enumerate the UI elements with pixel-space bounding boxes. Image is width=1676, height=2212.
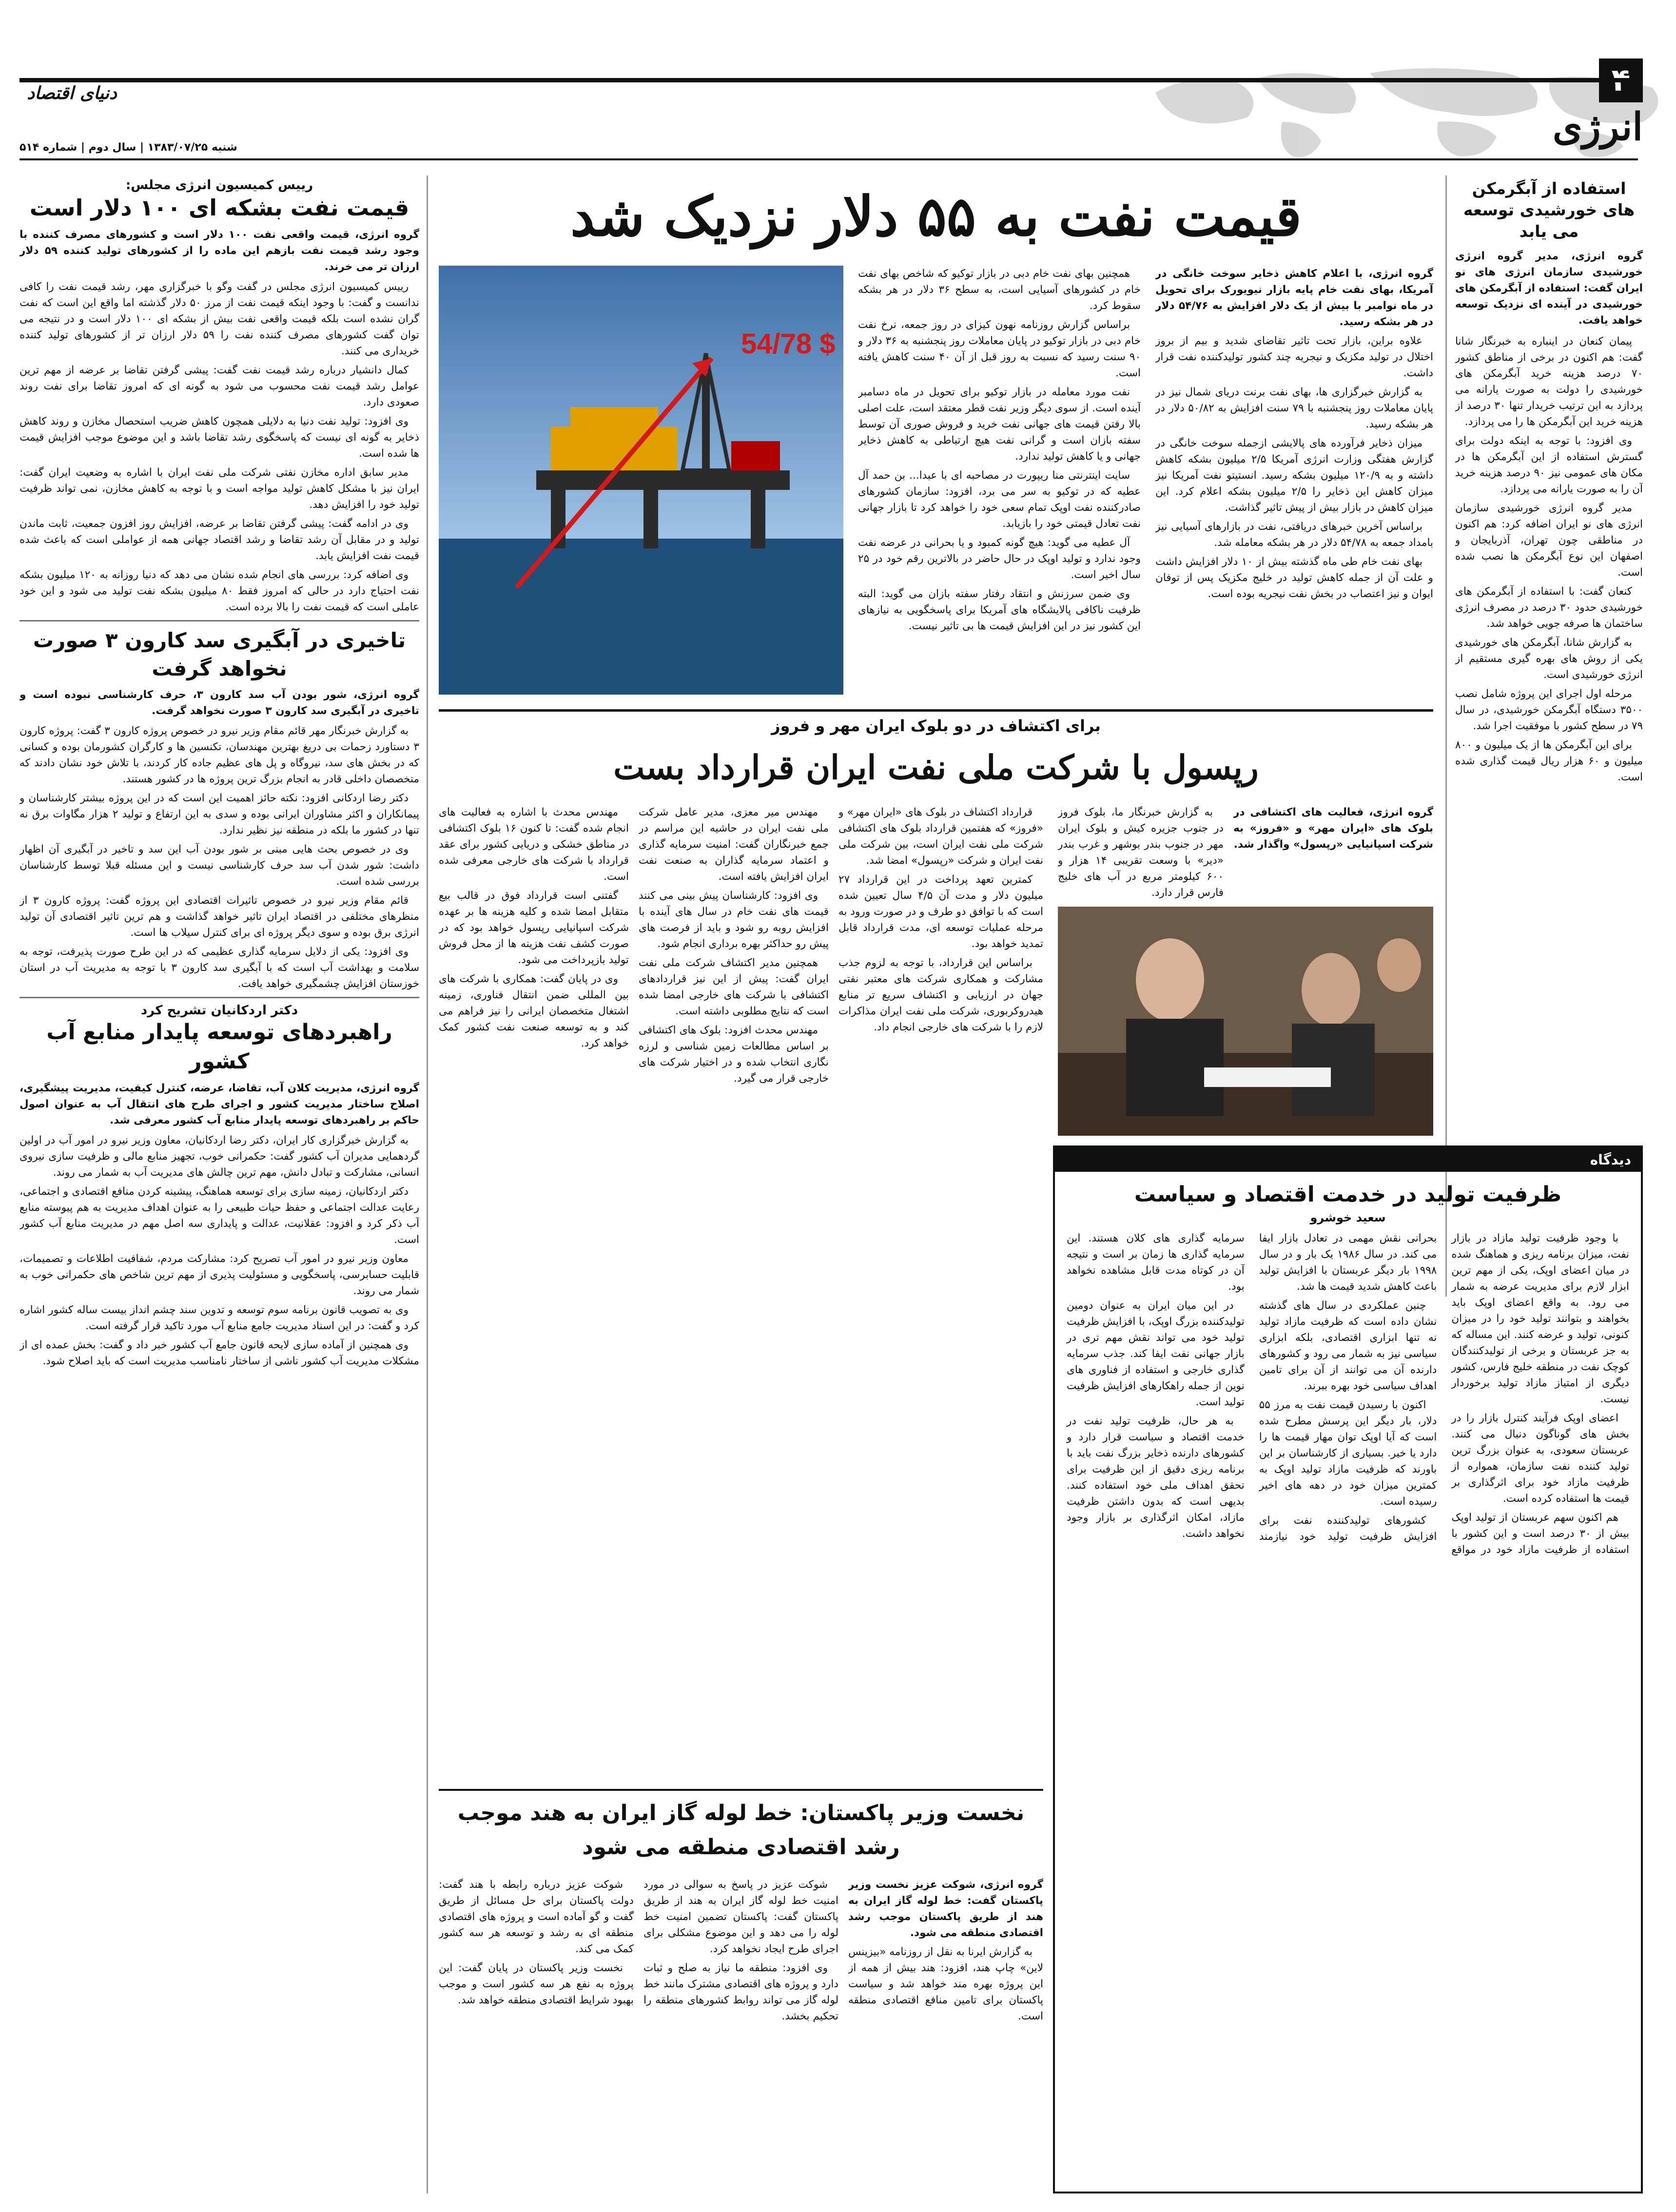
paragraph: کمال دانشیار درباره رشد قیمت نفت گفت: پیشی گرفتن تقاضا بر عرضه از مهم ترین عوامل رشد قیمت نفت محسوب می شود به گونه ای که امروز تقاضا برای نفت روند صعودی دارد. — [19, 364, 419, 408]
paragraph: شوکت عزیز در پاسخ به سوالی در مورد امنیت خط لوله گاز ایران به هند از طریق پاکستان گفت: پاکستان تضمین امنیت خط لوله را می دهد و این موضوع مشکلی برای اجرای طرح ایجاد نخواهد کرد. — [643, 1879, 838, 1955]
paragraph: نفت مورد معامله در بازار توکیو برای تحویل در ماه دسامبر آینده است. از سوی دیگر وزیر نفت قطر معتقد است، علت اصلی بالا رفتن قیمت های جهانی نفت خرید و فروش صوری آن توسط سفته بازان است و گرانی نفت هیچ ارتباطی به کاهش ذخایر جهانی و یا کاهش تولید ندارد. — [858, 386, 1141, 463]
paragraph: میزان ذخایر فرآورده های پالایشی ازجمله سوخت خانگی در گزارش هفتگی وزارت انرژی آمریکا ۲/۵ میلیون بشکه کاهش داشته و به ۱۲۰/۹ میلیون بشکه رسید. انستیتو نفت آمریکا نیز میزان کاهش این ذخایر را ۲/۵ میلیون بشکه اعلام کرد. این میزان کاهش در بازار بیش از پیش تاثیر گذاشت. — [1155, 437, 1433, 514]
paragraph: وی افزود: کارشناسان پیش بینی می کنند قیمت های نفت خام در سال های آینده با افزایش روبه رو شود و باید از فرصت های پیش رو حداکثر بهره برداری انجام شود. — [639, 890, 829, 950]
sidebar-lead: گروه انرژی، مدیر گروه انرژی خورشیدی سازمان انرژی های نو ایران گفت: استفاده از آبگرمکن های خورشیدی در آینده ای نزدیک توسعه خواهد یافت. — [1455, 250, 1643, 327]
paragraph: براساس گزارش روزنامه نهون کیزای در روز جمعه، نرخ نفت خام دبی در بازار توکیو در پایان معاملات روز پنجشنبه به ۳۶ دلار و ۹۰ سنت رسید که نسبت به روز قبل از آن ۴۰ سنت کاهش یافته است. — [858, 319, 1141, 379]
section-title-box — [1511, 105, 1643, 158]
left1-kicker: رییس کمیسیون انرژی مجلس: — [125, 178, 313, 193]
bottom-lead: گروه انرژی، شوکت عزیز نخست وزیر پاکستان گفت: خط لوله گاز ایران به هند از طریق پاکستان موجب رشد اقتصادی منطقه می شود. — [848, 1879, 1043, 1939]
middle-first-para — [1058, 804, 1224, 902]
left-column — [19, 178, 419, 2196]
sidebar-solar — [1455, 178, 1643, 1299]
middle-col-c — [439, 804, 629, 1779]
paragraph: وی همچنین از آماده سازی لایحه قانون جامع آب کشور خبر داد و گفت: بخش عمده ای از مشکلات مدیریت آب کشور ناشی از ساختار نامناسب مدیریت است که باید اصلاح شود. — [19, 1339, 419, 1367]
middle-kicker: برای اکتشاف در دو بلوک ایران مهر و فروز — [771, 717, 1101, 735]
opinion-headline: ظرفیت تولید در خدمت اقتصاد و سیاست — [1134, 1182, 1562, 1207]
middle-kicker-box — [439, 717, 1433, 741]
dateline — [19, 141, 458, 158]
paragraph: مرحله اول اجرای این پروژه شامل نصب ۳۵۰۰ دستگاه آبگرمکن خورشیدی، در سال ۷۹ در سطح کشور با موفقیت اجرا شد. — [1455, 688, 1643, 732]
paragraph: مهندس محدث با اشاره به فعالیت های انجام شده گفت: تا کنون ۱۶ بلوک اکتشافی در مناطق خشکی و دریایی کشور برای عقد قرارداد با شرکت های خارجی معرفی شده است. — [439, 806, 629, 883]
opinion-label-bar — [1055, 1147, 1641, 1172]
left-column-divider — [427, 175, 428, 2193]
mid-separator — [439, 709, 1433, 712]
paragraph: همچنین مدیر اکتشاف شرکت ملی نفت ایران گفت: پیش از این نیز قراردادهای اکتشافی با شرکت های خارجی امضا شده است که نتایج مطلوبی داشته است. — [639, 957, 829, 1017]
price-label: 54/78 $ — [741, 328, 836, 360]
middle-headline: رپسول با شرکت ملی نفت ایران قرارداد بست — [613, 748, 1259, 787]
sidebar-body — [1455, 333, 1643, 785]
paragraph: وی اضافه کرد: بررسی های انجام شده نشان می دهد که دنیا روزانه به ۱۲۰ میلیون بشکه نفت احتیاج دارد در حالی که امروز فقط ۸۰ میلیون بشکه نفت تولید می شود و این خود عاملی است که قیمت نفت را بالا برده است. — [19, 569, 419, 613]
left1-lead: گروه انرژی، قیمت واقعی نفت ۱۰۰ دلار است و کشورهای مصرف کننده با وجود رشد قیمت نفت بازهم این ماده را از کشورهای تولید کننده ۵۹ دلار ارزان تر می خرند. — [19, 229, 419, 273]
paragraph: مدیر سابق اداره مخازن نفتی شرکت ملی نفت ایران با اشاره به وضعیت ایران گفت: ایران نیز با مشکل کاهش تولید مواجه است و با توجه به کاهش مخازن، نمی تواند ظرفیت تولید خود را افزایش دهد. — [19, 466, 419, 511]
signing-illustration — [1058, 907, 1433, 1136]
paragraph: کمترین تعهد پرداخت در این قرارداد ۲۷ میلیون دلار و مدت آن ۴/۵ سال تعیین شده است که با توافق دو طرف و در صورت ورود به مرحله عملیات توسعه ای، مدت قرارداد قابل تمدید خواهد بود. — [838, 873, 1043, 950]
paragraph: قرارداد اکتشاف در بلوک های «ایران مهر» و «فروز» که هفتمین قرارداد بلوک های اکتشافی شرکت ملی نفت ایران است، بین شرکت ملی نفت ایران و شرکت «رپسول» امضا شد. — [838, 806, 1043, 867]
signing-photo — [1058, 907, 1433, 1136]
bottom-headline-box — [439, 1796, 1043, 1869]
paragraph: وی در پایان گفت: همکاری با شرکت های بین المللی ضمن انتقال فناوری، زمینه اشتغال متخصصان ایرانی را نیز فراهم می کند و به توسعه صنعت نفت کشور کمک خواهد کرد. — [439, 973, 629, 1049]
paragraph: براساس آخرین خبرهای دریافتی، نفت در بازارهای آسیایی نیز بامداد جمعه به ۵۴/۷۸ دلار در هر بشکه معامله شد. — [1155, 521, 1433, 549]
paragraph: مهندس میر معزی، مدیر عامل شرکت ملی نفت ایران در حاشیه این مراسم در جمع خبرنگاران گفت: امنیت سرمایه گذاری و اعتماد سرمایه گذاران به صنعت نفت ایران افزایش یافته است. — [639, 806, 829, 883]
paragraph: بهای نفت خام طی ماه گذشته بیش از ۱۰ دلار افزایش داشت و علت آن از جمله کاهش تولید در خلیج مکزیک پس از توفان ایوان و نیز اعتصاب در بخش نفت نیجریه بوده است. — [1155, 556, 1433, 600]
section-title: انرژی — [1552, 105, 1643, 149]
main-story-col1 — [1155, 266, 1433, 704]
main-story-col2 — [858, 266, 1141, 704]
paragraph: معاون وزیر نیرو در امور آب تصریح کرد: مشارکت مردم، شفافیت اطلاعات و تصمیمات، قابلیت حسابرسی، پاسخگویی و مسئولیت پذیری از مهم ترین شاخص های حکمرانی خوب به شمار می روند. — [19, 1253, 419, 1297]
paragraph: آل عطیه می گوید: هیچ گونه کمبود و یا بحرانی در عرضه نفت وجود ندارد و تولید اوپک در حال حاضر در بالاترین رقم خود در ۲۵ سال اخیر است. — [858, 537, 1141, 581]
paragraph: اکنون با رسیدن قیمت نفت به مرز ۵۵ دلار، بار دیگر این پرسش مطرح شده است که آیا اوپک توان مهار قیمت ها را دارد یا خیر. بسیاری از کارشناسان بر این باورند که ظرفیت مازاد تولید اوپک به کمترین میزان خود در دهه های اخیر رسیده است. — [1259, 1399, 1437, 1508]
paragraph: در این میان ایران به عنوان دومین تولیدکننده بزرگ اوپک، با افزایش ظرفیت تولید خود می تواند نقش مهم تری در بازار جهانی نفت ایفا کند. جذب سرمایه گذاری خارجی و استفاده از فناوری های نوین از جمله راهکارهای افزایش ظرفیت تولید است. — [1067, 1300, 1245, 1408]
paragraph: مدیر گروه انرژی خورشیدی سازمان انرژی های نو ایران اضافه کرد: هم اکنون در مناطقی چون تهران، آذربایجان و اصفهان این نوع آبگرمکن ها نصب شده است. — [1455, 502, 1643, 579]
paragraph: برای این آبگرمکن ها از یک میلیون و ۸۰۰ میلیون و ۶۰ هزار ریال قیمت گذاری شده است. — [1455, 739, 1643, 783]
paragraph: به هر حال، ظرفیت تولید نفت در خدمت اقتصاد و سیاست قرار دارد و کشورهای دارنده ذخایر بزرگ نفت باید با برنامه ریزی دقیق از این ظرفیت برای تحقق اهداف ملی خود استفاده کنند. بدیهی است که بدون داشتن ظرفیت مازاد، امکان اثرگذاری بر بازار وجود نخواهد داشت. — [1067, 1415, 1245, 1540]
left2-headline: تاخیری در آبگیری سد کارون ۳ صورت نخواهد گرفت — [33, 628, 406, 680]
header-rule — [19, 78, 1638, 82]
sidebar-headline: استفاده از آبگرمکن های خورشیدی توسعه می یابد — [1463, 179, 1635, 241]
main-lead: گروه انرژی، با اعلام کاهش ذخایر سوخت خانگی در آمریکا، بهای نفت خام پایه بازار نیویورک برای تحویل در ماه نوامبر با بیش از یک دلار افزایش به ۵۴/۷۶ دلار در هر بشکه رسید. — [1155, 268, 1433, 328]
opinion-box — [1053, 1145, 1643, 2193]
middle-lead: گروه انرژی، فعالیت های اکتشافی در بلوک های «ایران مهر» و «فروز» به شرکت اسپانیایی «رپسول» واگذار شد. — [1233, 806, 1433, 851]
paragraph: براساس این قرارداد، با توجه به لزوم جذب مشارکت و همکاری شرکت های معتبر نفتی جهان در ارزیابی و اکتشاف سریع تر منابع هیدروکربوری، شرکت ملی نفت ایران مذاکرات لازم را با شرکت های خارجی انجام داد. — [838, 957, 1043, 1033]
main-headline: قیمت نفت به ۵۵ دلار نزدیک شد — [570, 185, 1302, 249]
paragraph: به گزارش ایرنا به نقل از روزنامه «بیزینس لاین» چاپ هند، افزود: هند بیش از همه از این پروژه بهره مند خواهد شد و سیاست پاکستان برای تامین منافع اقتصادی منطقه است. — [848, 1946, 1043, 2022]
dateline-text: شنبه ۱۳۸۳/۰۷/۲۵ | سال دوم | شماره ۵۱۴ — [19, 141, 237, 154]
paragraph: به گزارش خبرنگار مهر قائم مقام وزیر نیرو در خصوص پروژه کارون ۳ گفت: پروژه کارون ۳ دستاورد زحمات بی دریغ بهترین مهندسان، تکنسین ها و کارگران کشورمان بوده و کسانی که در بخش های سد، نیروگاه و پل های عظیم جاده کار کردند، با تلاش خود نشان دادند که متخصصان داخلی قادر به انجام بزرگ ترین پروژه ها در کشور هستند. — [19, 725, 419, 785]
sidebar-divider — [1445, 175, 1447, 1297]
left2-body — [19, 723, 419, 992]
opinion-body — [1055, 1230, 1641, 2156]
paragraph: گفتنی است قرارداد فوق در قالب بیع متقابل امضا شده و کلیه هزینه ها بر عهده شرکت اسپانیایی رپسول خواهد بود که در صورت کشف نفت هزینه ها از محل فروش تولید بازپرداخت می شود. — [439, 890, 629, 966]
opinion-label: دیدگاه — [1590, 1151, 1631, 1168]
middle-headline-box — [439, 743, 1433, 797]
paragraph: پیمان کنعان در اینباره به خبرنگار شانا گفت: هم اکنون در برخی از مناطق کشور ۷۰ درصد هزینه خرید آبگرمکن های خورشیدی را دولت به صورت یارانه می پردازد به این ترتیب خریدار تنها ۳۰ درصد از هزینه خرید این آبگرمکن ها را می پردازد. — [1455, 335, 1643, 428]
left-divider-2 — [19, 997, 419, 998]
paragraph: نخست وزیر پاکستان در پایان گفت: این پروژه به نفع هر سه کشور است و موجب بهبود شرایط اقتصادی منطقه خواهد شد. — [439, 1962, 634, 2006]
left3-kicker: دکتر اردکانیان تشریح کرد — [140, 1003, 298, 1018]
paragraph: رییس کمیسیون انرژی مجلس در گفت وگو با خبرگزاری مهر، رشد قیمت نفت را کافی ندانست و گفت: با وجود اینکه قیمت نفت از مرز ۵۰ دلار گذشته اما واقع این است که نفت گران نشده است بلکه قیمت واقعی نفت بیش از بشکه ای ۱۰۰ دلار است و در نتیجه می توان گفت کشورهای مصرف کننده نفت را ۵۹ دلار ارزان تر از کشورهای تولید کننده خریداری می کنند. — [19, 281, 419, 357]
left-divider-1 — [19, 620, 419, 621]
paragraph: کشورهای تولیدکننده نفت برای افزایش ظرفیت تولید خود نیازمند سرمایه گذاری های کلان هستند. این سرمایه گذاری ها زمان بر است و نتیجه آن در کوتاه مدت قابل مشاهده نخواهد بود. — [1067, 1232, 1437, 1543]
oil-platform-illustration — [439, 266, 843, 695]
bottom-headline: نخست وزیر پاکستان: خط لوله گاز ایران به هند موجب رشد اقتصادی منطقه می شود — [457, 1801, 1025, 1860]
paragraph: قائم مقام وزیر نیرو در خصوص تاثیرات اقتصادی این پروژه گفت: پروژه کارون ۳ از منظرهای مختلفی در اقتصاد ایران تاثیر خواهد گذاشت و هم ترین تاثیر اقتصادی آن تولید انرژی برق بوده و سوی دیگر پروژه ای برای کنترل سیلاب ها است. — [19, 894, 419, 939]
paragraph: به گزارش خبرگزاری ها، بهای نفت برنت دریای شمال نیز در پایان معاملات روز پنجشنبه با ۷۹ سنت افزایش به ۵۰/۸۲ دلار در هر بشکه رسید. — [1155, 386, 1433, 430]
paper-name: دنیای اقتصاد — [27, 83, 117, 103]
bottom-separator — [439, 1789, 1043, 1791]
paragraph: وی در خصوص بحث هایی مبنی بر شور بودن آب این سد و تاخیر در آبگیری آن اظهار داشت: شور شدن آب سد حرف کارشناسی نیست و این مسئله قبلا توسط کارشناسان بررسی شده است. — [19, 843, 419, 888]
middle-lead-col — [1233, 804, 1433, 902]
paragraph: همچنین بهای نفت خام دبی در بازار توکیو که شاخص بهای نفت خام در کشورهای آسیایی است، به سطح ۳۶ دلار در هر بشکه سقوط کرد. — [858, 268, 1141, 312]
paragraph: دکتر اردکانیان، زمینه سازی برای توسعه هماهنگ، پیشینه کردن منافع اقتصادی و اجتماعی، رعایت عدالت اجتماعی و حفظ حیات طبیعی را به عنوان اهداف مدیریت به هم پیوسته منابع آب ذکر کرد و افزود: عقلانیت، عدالت و پایداری سه اصل مهم در مدیریت منابع آب کشور است. — [19, 1185, 419, 1246]
left1-body — [19, 279, 419, 615]
left2-lead: گروه انرژی، شور بودن آب سد کارون ۳، حرف کارشناسی نبوده است و تاخیری در آبگیری سد کارون ۳ صورت نخواهد گرفت. — [19, 689, 419, 717]
middle-col-b — [639, 804, 829, 1779]
main-headline-box — [439, 178, 1433, 261]
paragraph: چنین عملکردی در سال های گذشته نشان داده است که ظرفیت مازاد تولید نه تنها ابزاری اقتصادی، بلکه ابزاری سیاسی نیز به شمار می رود و کشورهای دارنده آن می توانند از آن برای تامین اهداف سیاسی خود بهره ببرند. — [1259, 1300, 1437, 1392]
paragraph: وی افزود: با توجه به اینکه دولت برای گسترش استفاده از این آبگرمکن ها در مکان های عمومی نیز ۹۰ درصد هزینه خرید آن را به صورت یارانه می پردازد. — [1455, 435, 1643, 495]
left1-headline: قیمت نفت بشکه ای ۱۰۰ دلار است — [29, 194, 409, 221]
paragraph: مهندس محدث افزود: بلوک های اکتشافی بر اساس مطالعات زمین شناسی و لرزه نگاری انتخاب شده و در اختیار شرکت های خارجی قرار می گیرد. — [639, 1024, 829, 1085]
paragraph: وی ضمن سرزنش و انتقاد رفتار سفته بازان می گوید: البته ظرفیت ناکافی پالایشگاه های آمریکا برای پاسخگویی به نیازهای این کشور نیز در این افزایش قیمت ها بی تاثیر نیست. — [858, 588, 1141, 632]
paragraph: کنعان گفت: با استفاده از آبگرمکن های خورشیدی حدود ۳۰ درصد در مصرف انرژی ساختمان ها صرفه جویی خواهد شد. — [1455, 585, 1643, 630]
section-underline — [19, 158, 1638, 160]
paragraph: به گزارش خبرنگار ما، بلوک فروز در جنوب جزیره کیش و بلوک ایران مهر در جنوب بندر بوشهر و غرب بندر «دیر» با وسعت تقریبی ۱۴ هزار و ۶۰۰ کیلومتر مربع در آب های خلیج فارس قرار دارد. — [1058, 806, 1224, 899]
left3-lead: گروه انرژی، مدیریت کلان آب، تقاضا، عرضه، کنترل کیفیت، مدیریت پیشگیری، اصلاح ساختار مدیریت کشور و اجرای طرح های انتقال آب به عنوان اصول حاکم بر راهبردهای توسعه پایدار منابع آب کشور معرفی شد. — [19, 1082, 419, 1126]
paragraph: اعضای اوپک فرآیند کنترل بازار را در بخش های گوناگون دنبال می کنند. عربستان سعودی، به عنوان بزرگ ترین تولید کننده نفت سازمان، همواره از ظرفیت مازاد خود برای اثرگذاری بر قیمت ها استفاده کرده است. — [1451, 1412, 1629, 1505]
paragraph: علاوه براین، بازار تحت تاثیر تقاضای شدید و بیم از بروز اختلال در تولید مکزیک و نیجریه چند کشور تولیدکننده نفت قرار داشت. — [1155, 335, 1433, 379]
opinion-author: سعید خوشرو — [1310, 1211, 1386, 1224]
bottom-col-a — [848, 1877, 1043, 2193]
paragraph: هم اکنون سهم عربستان از تولید اوپک بیش از ۳۰ درصد است و این کشور با استفاده از ظرفیت مازاد خود در مواقع بحرانی نقش مهمی در تعادل بازار ایفا می کند. در سال ۱۹۸۶ یک بار و در سال ۱۹۹۸ بار دیگر عربستان با افزایش تولید باعث کاهش شدید قیمت ها شد. — [1259, 1232, 1629, 1556]
paragraph: وی افزود: تولید نفت دنیا به دلایلی همچون کاهش ضریب استحصال مخازن و روند کاهش ذخایر به گونه ای نیست که پاسخگوی رشد تقاضا باشد و این موضوع موجب افزایش قیمت ها شده است. — [19, 415, 419, 460]
paragraph: وی به تصویب قانون برنامه سوم توسعه و تدوین سند چشم انداز بیست ساله کشور اشاره کرد و گفت: در این اسناد مدیریت جامع منابع آب مورد تاکید قرار گرفته است. — [19, 1304, 419, 1332]
paragraph: به گزارش خبرگزاری کار ایران، دکتر رضا اردکانیان، معاون وزیر نیرو در امور آب در اولین گردهمایی مدیران آب کشور گفت: حکمرانی خوب، تجهیز منابع مالی و ظرفیت سازی نیروی انسانی، مشارکت و تبادل دانش، مهم ترین چالش های مدیریت آب به شمار می روند. — [19, 1134, 419, 1179]
paragraph: سایت اینترنتی منا ریپورت در مصاحبه ای با عبدا... بن حمد آل عطیه که در توکیو به سر می برد، افزود: سازمان کشورهای صادرکننده نفت اوپک تمام سعی خود را خواهد کرد تا بازار جهانی نفت تعادل قیمتی خود را بازیابد. — [858, 469, 1141, 530]
bottom-col-b — [643, 1877, 838, 2193]
paragraph: با وجود ظرفیت تولید مازاد در بازار نفت، میزان برنامه ریزی و هماهنگ شده در میان اعضای اوپک، یکی از مهم ترین ابزار لازم برای مدیریت عرضه به شمار می رود. به واقع اعضای اوپک باید بخواهند و بتوانند تولید خود را در میزان کنونی، تولید و عرضه کنند. این مساله که به جز عربستان و برخی از تولیدکنندگان کوچک نفت در منطقه خلیج فارس، کشور دیگری از امتیاز مازاد تولید برخوردار نیست. — [1451, 1232, 1629, 1405]
paragraph: به گزارش شانا، آبگرمکن های خورشیدی یکی از روش های بهره گیری مستقیم از انرژی خورشیدی است. — [1455, 637, 1643, 681]
middle-col-a — [838, 804, 1043, 1779]
paragraph: وی در ادامه گفت: پیشی گرفتن تقاضا بر عرضه، افزایش روز افزون جمعیت، ثابت ماندن تولید و در مقابل آن رشد تقاضا و رشد اقتصاد جهانی همه از عواملی است که باعث شده قیمت نفت افزایش یابد. — [19, 518, 419, 562]
oil-platform-photo — [439, 266, 843, 695]
paragraph: وی افزود: منطقه ما نیاز به صلح و ثبات دارد و پروژه های اقتصادی مشترک مانند خط لوله گاز می تواند روابط کشورهای منطقه را تحکیم بخشد. — [643, 1962, 838, 2022]
paragraph: وی افزود: یکی از دلایل سرمایه گذاری عظیمی که در این طرح صورت پذیرفت، توجه به سلامت و بهداشت آب است که با آبگیری سد کارون ۳ با توجه به مدیریت آب در استان خوزستان افزایش چشمگیری خواهد یافت. — [19, 946, 419, 990]
left3-body — [19, 1132, 419, 1369]
left3-headline: راهبردهای توسعه پایدار منابع آب کشور — [46, 1020, 392, 1074]
paragraph: دکتر رضا اردکانی افزود: نکته حائز اهمیت این است که در این پروژه بیشتر کارشناسان و پیمانکاران و اکثر مشاوران ایرانی بوده و سدی به این ارتفاع و تولید ۲ هزار مگاوات برق نه تنها در کشور ما بلکه در منطقه نیز نظیر ندارد. — [19, 792, 419, 836]
paragraph: شوکت عزیز درباره رابطه با هند گفت: دولت پاکستان برای حل مسائل از طریق گفت و گو آماده است و پروژه های اقتصادی منطقه ای به رشد و توسعه هر سه کشور کمک می کند. — [439, 1879, 634, 1955]
paper-logo — [19, 83, 117, 112]
bottom-col-c — [439, 1877, 634, 2193]
